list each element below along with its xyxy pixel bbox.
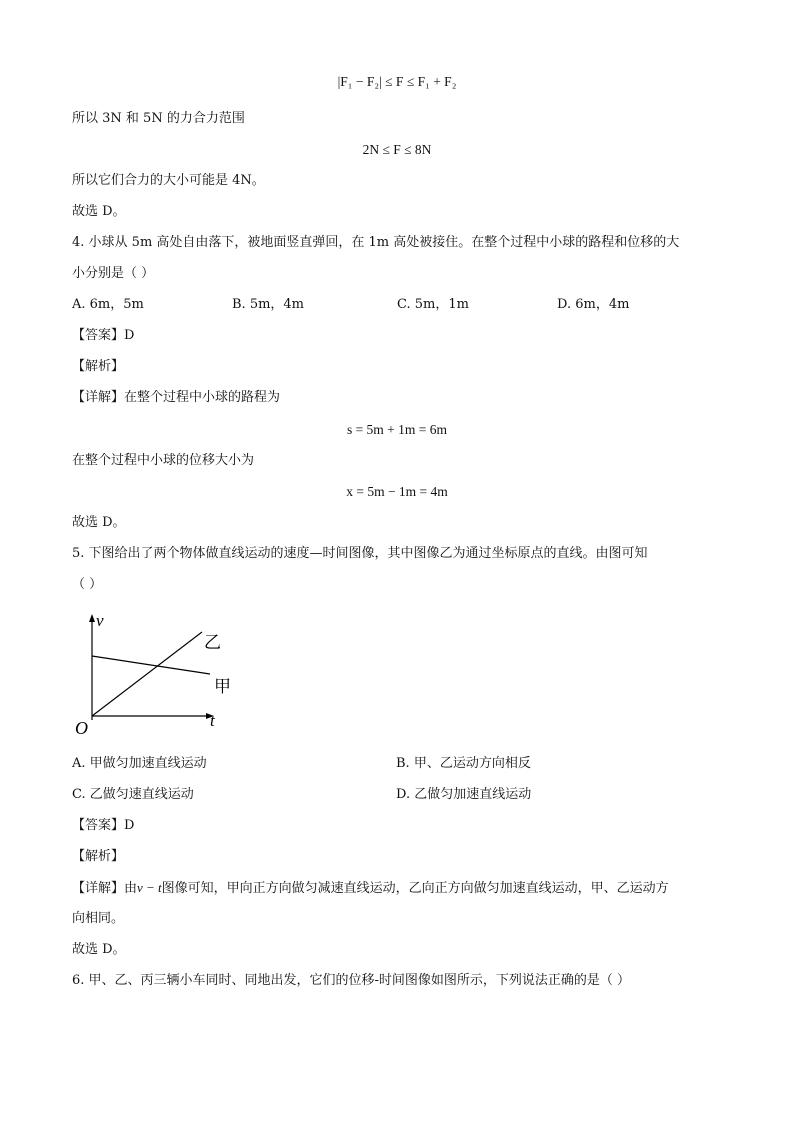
question-4-stem-cont: 小分别是（ ）	[72, 266, 155, 281]
detail-line	[72, 880, 669, 897]
option-b: B. 5m，4m	[232, 297, 305, 312]
formula-distance: s = 5m + 1m = 6m	[346, 422, 448, 437]
conclusion-line: 故选 D。	[72, 515, 126, 530]
detail-line: 【详解】在整个过程中小球的路程为	[72, 390, 281, 405]
conclusion-line: 故选 D。	[72, 942, 126, 957]
detail-line: 在整个过程中小球的位移大小为	[72, 453, 255, 468]
series-yi-label: 乙	[204, 633, 221, 653]
question-6-stem: 6. 甲、乙、丙三辆小车同时、同地出发，它们的位移-时间图像如图所示，下列说法正确的是（ ）	[72, 973, 631, 988]
question-5-stem: 5. 下图给出了两个物体做直线运动的速度—时间图像，其中图像乙为通过坐标原点的直线。由图可知	[72, 546, 648, 561]
text-line: 所以 3N 和 5N 的力合力范围	[72, 111, 245, 126]
series-yi-line	[92, 632, 202, 716]
answer-label: 【答案】D	[72, 328, 135, 343]
answer-label: 【答案】D	[72, 818, 135, 833]
conclusion-line: 故选 D。	[72, 204, 126, 219]
option-d: D. 乙做匀加速直线运动	[396, 787, 532, 802]
series-jia-label: 甲	[214, 677, 231, 697]
x-axis-label: t	[210, 711, 215, 730]
option-a: A. 6m，5m	[72, 297, 144, 312]
option-a: A. 甲做匀加速直线运动	[72, 756, 207, 771]
analysis-label: 【解析】	[72, 849, 125, 864]
option-d: D. 6m，4m	[557, 297, 630, 312]
vt-symbol: v − t	[137, 880, 162, 895]
formula-force-range: |F₁ − F₂| ≤ F ≤ F₁ + F₂	[337, 74, 457, 89]
detail-suffix: 图像可知，甲向正方向做匀减速直线运动，乙向正方向做匀加速直线运动，甲、乙运动方	[161, 881, 669, 896]
formula-displacement: x = 5m − 1m = 4m	[346, 484, 448, 499]
y-axis-arrow	[89, 614, 95, 622]
formula-force-values: 2N ≤ F ≤ 8N	[362, 142, 432, 157]
velocity-time-graph	[72, 610, 252, 740]
question-5-stem-cont: （ ）	[72, 577, 103, 592]
option-b: B. 甲、乙运动方向相反	[396, 756, 531, 771]
analysis-label: 【解析】	[72, 359, 125, 374]
option-c: C. 乙做匀速直线运动	[72, 787, 194, 802]
detail-prefix: 【详解】由	[72, 881, 138, 896]
detail-line-cont: 向相同。	[72, 911, 125, 926]
question-4-stem: 4. 小球从 5m 高处自由落下，被地面竖直弹回，在 1m 高处被接住。在整个过程中小球的路程和位移的大	[72, 235, 680, 250]
text-line: 所以它们合力的大小可能是 4N。	[72, 173, 265, 188]
y-axis-label: v	[96, 611, 104, 630]
option-c: C. 5m，1m	[397, 297, 469, 312]
origin-label: O	[75, 718, 88, 738]
